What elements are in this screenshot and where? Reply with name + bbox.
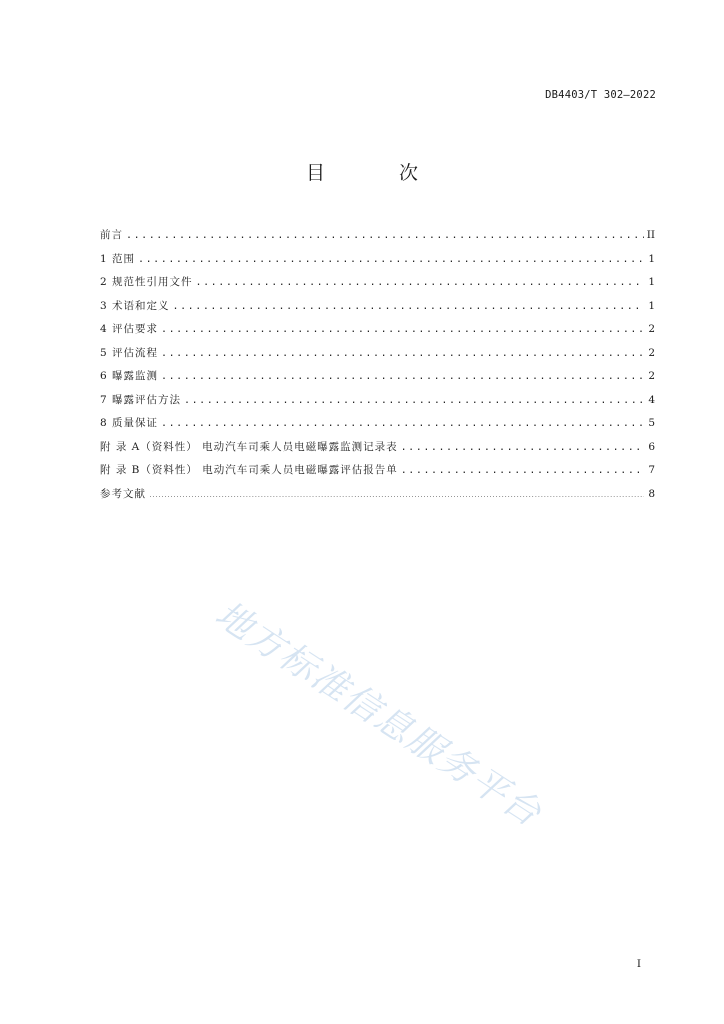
dot-leader — [401, 436, 644, 460]
toc-entry-appendix-b[interactable] — [100, 459, 655, 483]
toc-entry-normative-references[interactable] — [100, 271, 655, 295]
toc-entry-page: 5 — [648, 417, 655, 429]
toc-entry-label: 参考文献 — [100, 487, 146, 500]
toc-entry-quality-assurance[interactable] — [100, 412, 655, 436]
toc-entry-label: 7 曝露评估方法 — [100, 393, 182, 406]
toc-entry-scope[interactable] — [100, 248, 655, 272]
toc-entry-assessment-requirements[interactable] — [100, 318, 655, 342]
toc-entry-label: 1 范围 — [100, 252, 136, 265]
page-number: I — [636, 958, 641, 970]
toc-entry-label: 2 规范性引用文件 — [100, 276, 193, 288]
toc-entry-page: II — [646, 229, 655, 241]
toc-entry-label: 4 评估要求 — [100, 323, 159, 335]
toc-entry-page: 1 — [648, 252, 655, 265]
dot-leader — [161, 412, 644, 436]
dot-leader — [126, 224, 644, 248]
toc-entry-label: 6 曝露监测 — [100, 370, 159, 382]
toc-entry-appendix-a[interactable] — [100, 436, 655, 460]
toc-entry-page: 8 — [648, 487, 655, 500]
dot-leader — [149, 485, 644, 509]
toc-entry-page: 4 — [648, 393, 655, 406]
toc-entry-page: 2 — [648, 323, 655, 335]
watermark: 地方标准信息服务平台 — [207, 593, 549, 836]
toc-entry-bibliography[interactable] — [100, 483, 655, 507]
toc-entry-exposure-monitoring[interactable] — [100, 365, 655, 389]
dot-leader — [161, 342, 644, 366]
toc-entry-foreword[interactable] — [100, 224, 655, 248]
toc-entry-assessment-process[interactable] — [100, 342, 655, 366]
table-of-contents — [100, 224, 655, 506]
toc-title: 目 次 — [305, 162, 453, 184]
toc-entry-exposure-assessment-method[interactable] — [100, 389, 655, 413]
toc-entry-label: 8 质量保证 — [100, 417, 159, 429]
dot-leader — [173, 295, 644, 319]
dot-leader — [161, 365, 644, 389]
toc-entry-label: 3 术语和定义 — [100, 299, 170, 312]
toc-entry-page: 1 — [648, 299, 655, 312]
dot-leader — [184, 389, 644, 413]
toc-entry-page: 6 — [648, 440, 655, 453]
toc-entry-page: 2 — [648, 370, 655, 382]
dot-leader — [161, 318, 644, 342]
toc-entry-label: 5 评估流程 — [100, 346, 159, 359]
toc-entry-terms-definitions[interactable] — [100, 295, 655, 319]
toc-entry-page: 1 — [648, 276, 655, 288]
dot-leader — [401, 459, 644, 483]
dot-leader — [138, 248, 644, 272]
toc-entry-page: 7 — [648, 464, 655, 476]
toc-entry-page: 2 — [648, 346, 655, 359]
toc-entry-label: 前言 — [100, 229, 123, 241]
dot-leader — [196, 271, 644, 295]
toc-entry-label: 附 录 A（资料性） 电动汽车司乘人员电磁曝露监测记录表 — [100, 440, 398, 453]
toc-entry-label: 附 录 B（资料性） 电动汽车司乘人员电磁曝露评估报告单 — [100, 464, 398, 476]
document-code: DB4403/T 302—2022 — [545, 89, 656, 101]
